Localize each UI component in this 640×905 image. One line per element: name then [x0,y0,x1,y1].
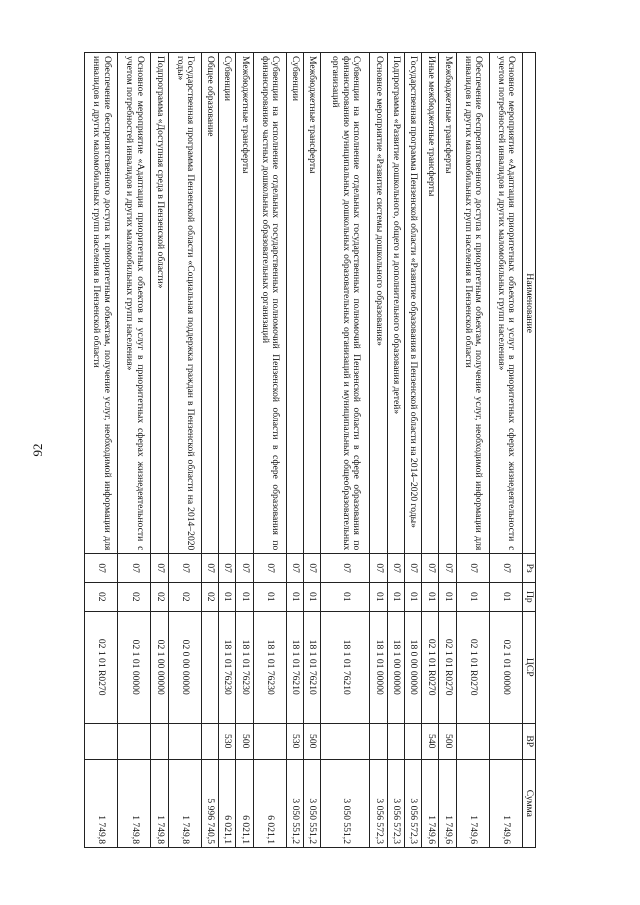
cell-csr: 02 0 00 00000 [168,611,201,723]
cell-name: Иные межбюджетные трансферты [422,53,439,554]
page-number: 92 [30,443,45,457]
table-row [253,53,286,848]
cell-name: Межбюджетные трансферты [236,53,253,554]
cell-csr: 02 1 01 R0270 [85,611,118,723]
cell-csr: 18 1 01 76230 [236,611,253,723]
table-row [370,53,387,848]
cell-vr [489,723,522,759]
cell-vr [321,723,370,759]
cell-sum: 1 749,6 [422,759,439,847]
cell-sum: 1 749,6 [439,759,456,847]
cell-csr: 02 1 01 R0270 [422,611,439,723]
cell-sum: 3 050 551,2 [286,759,303,847]
cell-vr: 500 [304,723,321,759]
cell-rz: 07 [85,554,118,583]
cell-sum: 1 749,6 [456,759,489,847]
table-row [439,53,456,848]
cell-sum: 3 056 572,3 [387,759,404,847]
cell-pr: 01 [387,582,404,611]
header-name: Наименование [523,53,536,554]
cell-sum: 3 056 572,3 [404,759,421,847]
header-vr: ВР [523,723,536,759]
cell-vr [387,723,404,759]
cell-pr: 01 [286,582,303,611]
cell-name: Государственная программа Пензенской области «Социальная поддержка граждан в Пензенской области на 2014–2020 годы» [168,53,201,554]
table-row [404,53,421,848]
cell-csr: 02 1 01 R0270 [439,611,456,723]
cell-vr [456,723,489,759]
cell-rz: 07 [321,554,370,583]
cell-name: Основное мероприятие «Адаптация приоритетных объектов и услуг в приоритетных сферах жизнедеятельности с учетом потребностей инвалидов и других маломобильных групп населения» [118,53,151,554]
cell-pr: 02 [201,582,218,611]
cell-rz: 07 [370,554,387,583]
table-row [201,53,218,848]
table-row [387,53,404,848]
cell-name: Основное мероприятие «Адаптация приоритетных объектов и услуг в приоритетных сферах жизнедеятельности с учетом потребностей инвалидов и других маломобильных групп населения» [489,53,522,554]
table-row [85,53,118,848]
cell-csr: 18 1 01 76210 [304,611,321,723]
cell-rz: 07 [118,554,151,583]
cell-csr: 02 1 01 00000 [489,611,522,723]
cell-name: Межбюджетные трансферты [439,53,456,554]
cell-vr [370,723,387,759]
cell-name: Основное мероприятие «Развитие системы дошкольного образования» [370,53,387,554]
cell-vr [118,723,151,759]
cell-sum: 5 996 740,5 [201,759,218,847]
cell-sum: 6 021,1 [236,759,253,847]
cell-name: Подпрограмма «Доступная среда в Пензенской области» [151,53,168,554]
cell-vr [85,723,118,759]
table-row [168,53,201,848]
cell-vr [168,723,201,759]
cell-vr [404,723,421,759]
cell-vr: 500 [439,723,456,759]
cell-sum: 1 749,8 [151,759,168,847]
cell-sum: 1 749,8 [168,759,201,847]
cell-rz: 07 [422,554,439,583]
cell-vr: 530 [286,723,303,759]
cell-pr: 01 [321,582,370,611]
cell-name: Общее образование [201,53,218,554]
cell-name: Обеспечение беспрепятственного доступа к приоритетным объектам, получение услуг, необходимой информации для инвалидов и других маломобильных групп населения в Пензенской области [456,53,489,554]
header-rz: Рз [523,554,536,583]
cell-name: Обеспечение беспрепятственного доступа к приоритетным объектам, получение услуг, необходимой информации для инвалидов и других маломобильных групп населения в Пензенской области [85,53,118,554]
header-pr: Пр [523,582,536,611]
cell-sum: 6 021,1 [219,759,236,847]
cell-rz: 07 [387,554,404,583]
table-header-row [523,53,536,848]
cell-sum: 3 056 572,3 [370,759,387,847]
cell-pr: 01 [370,582,387,611]
cell-rz: 07 [304,554,321,583]
cell-pr: 01 [422,582,439,611]
budget-table [84,52,536,848]
cell-rz: 07 [219,554,236,583]
cell-sum: 3 050 551,2 [304,759,321,847]
cell-name: Государственная программа Пензенской области «Развитие образования в Пензенской области на 2014–2020 годы» [404,53,421,554]
cell-sum: 1 749,8 [85,759,118,847]
cell-name: Субвенции [286,53,303,554]
cell-rz: 07 [489,554,522,583]
table-row [321,53,370,848]
header-sum: Сумма [523,759,536,847]
table-row [456,53,489,848]
cell-rz: 07 [201,554,218,583]
cell-pr: 02 [168,582,201,611]
table-row [236,53,253,848]
cell-pr: 01 [253,582,286,611]
cell-rz: 07 [404,554,421,583]
cell-pr: 01 [219,582,236,611]
cell-vr: 500 [236,723,253,759]
cell-csr: 18 1 01 76210 [286,611,303,723]
cell-vr: 540 [422,723,439,759]
cell-name: Субвенции на исполнение отдельных государственных полномочий Пензенской области в сфере образования по финансированию муниципальных дошкольных образовательных организаций и муниципальных общеобразовательных организаций [321,53,370,554]
cell-rz: 07 [253,554,286,583]
cell-rz: 07 [456,554,489,583]
cell-csr: 18 1 01 00000 [370,611,387,723]
cell-csr: 18 1 01 76230 [219,611,236,723]
cell-sum: 1 749,6 [489,759,522,847]
cell-vr [201,723,218,759]
cell-csr: 18 0 00 00000 [404,611,421,723]
cell-csr: 02 1 01 00000 [118,611,151,723]
cell-vr [253,723,286,759]
header-csr: ЦСР [523,611,536,723]
cell-csr: 02 1 01 R0270 [456,611,489,723]
table-row [304,53,321,848]
cell-rz: 07 [151,554,168,583]
cell-name: Межбюджетные трансферты [304,53,321,554]
cell-vr [151,723,168,759]
cell-rz: 07 [236,554,253,583]
cell-pr: 01 [304,582,321,611]
cell-rz: 07 [168,554,201,583]
cell-sum: 3 050 551,2 [321,759,370,847]
cell-pr: 01 [489,582,522,611]
table-row [118,53,151,848]
cell-sum: 1 749,8 [118,759,151,847]
cell-rz: 07 [439,554,456,583]
cell-vr: 530 [219,723,236,759]
cell-csr: 18 1 01 76230 [253,611,286,723]
cell-csr [201,611,218,723]
cell-rz: 07 [286,554,303,583]
cell-pr: 02 [85,582,118,611]
cell-pr: 02 [118,582,151,611]
cell-name: Субвенции на исполнение отдельных государственных полномочий Пензенской области в сфере образования по финансированию частных дошкольных образовательных организаций [253,53,286,554]
cell-name: Субвенции [219,53,236,554]
cell-pr: 02 [151,582,168,611]
cell-csr: 18 1 00 00000 [387,611,404,723]
table-row [422,53,439,848]
cell-pr: 01 [439,582,456,611]
cell-pr: 01 [236,582,253,611]
table-row [489,53,522,848]
cell-pr: 01 [404,582,421,611]
table-row [286,53,303,848]
cell-csr: 18 1 01 76210 [321,611,370,723]
table-body [85,53,523,848]
table-row [219,53,236,848]
cell-name: Подпрограмма «Развитие дошкольного, общего и дополнительного образования детей» [387,53,404,554]
cell-csr: 02 1 00 00000 [151,611,168,723]
cell-sum: 6 021,1 [253,759,286,847]
cell-pr: 01 [456,582,489,611]
table-row [151,53,168,848]
